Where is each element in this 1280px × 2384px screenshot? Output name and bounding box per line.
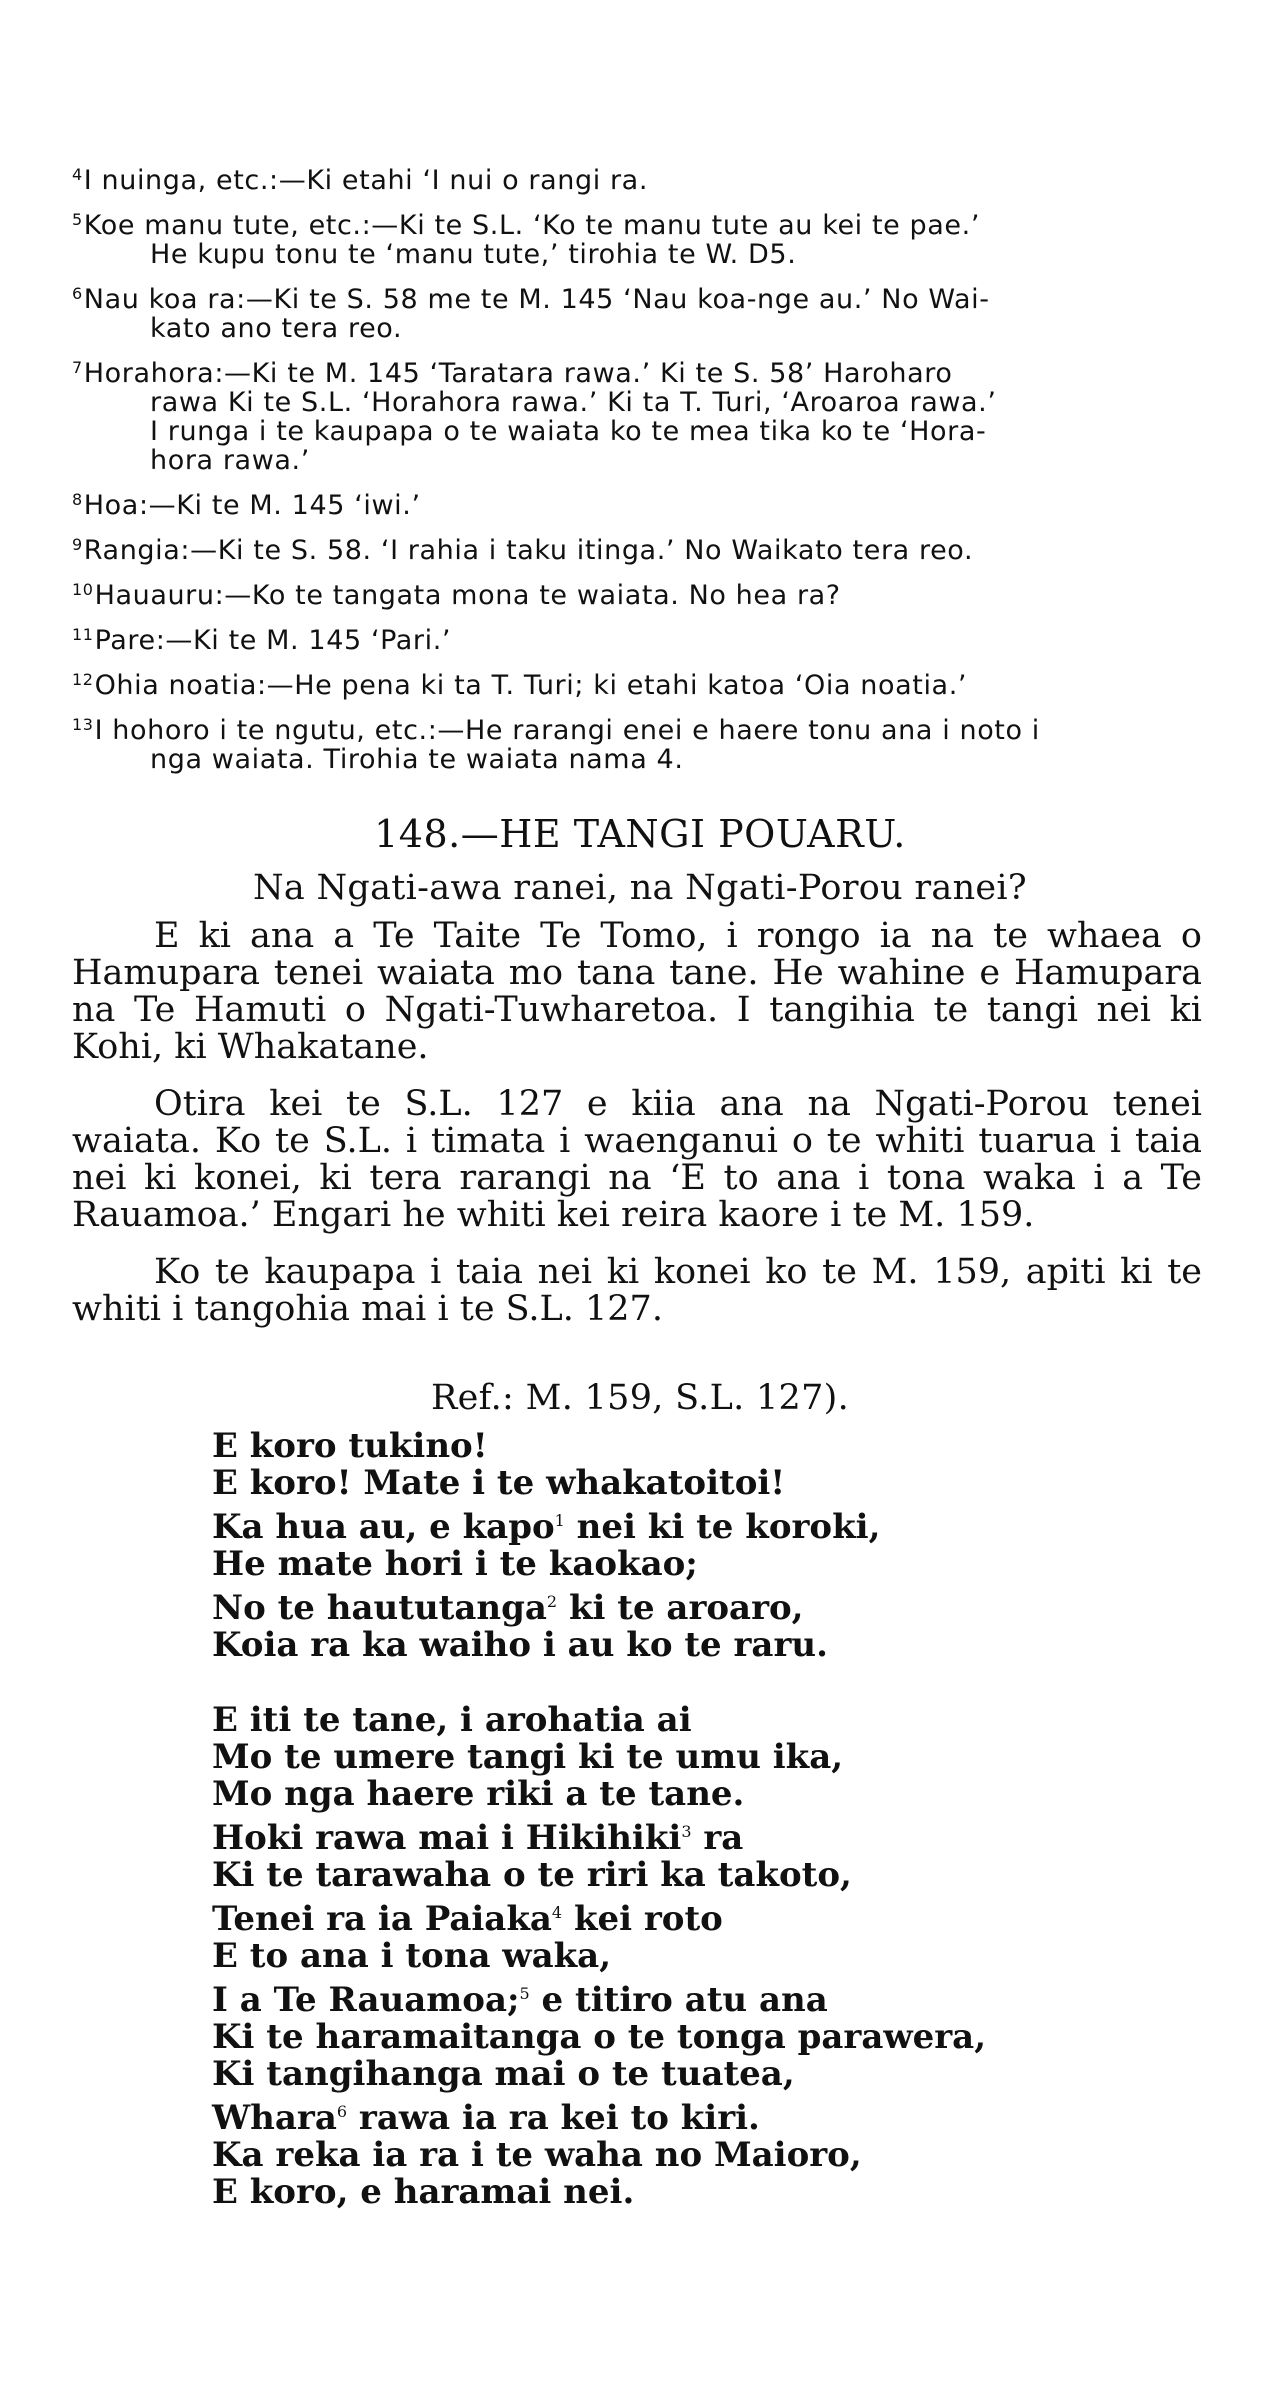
footnote-text: Horahora:—Ki te M. 145 ‘Taratara rawa.’ Ki te S. 58’ Haroharo [83, 358, 953, 389]
verse-line-text: Ka reka ia ra i te waha no Maioro, [212, 2135, 862, 2175]
footnote-number: 6 [72, 284, 83, 303]
footnote [72, 353, 1202, 475]
footnote [72, 160, 1202, 195]
verse-stanza-2 [212, 1702, 1212, 2211]
footnote-text: Pare:—Ki te M. 145 ‘Pari.’ [94, 625, 452, 656]
verse-line-text: rawa ia ra kei to kiri. [347, 2098, 760, 2138]
verse-line-text: E to ana i tona waka, [212, 1936, 612, 1976]
verse-line [212, 2093, 1212, 2137]
verse-line [212, 1702, 1212, 1739]
footnote [72, 575, 1202, 610]
footnote-ref: 1 [554, 1511, 565, 1530]
verse-line [212, 1583, 1212, 1627]
verse-line-text: Ki te haramaitanga o te tonga parawera, [212, 2017, 987, 2057]
footnote-text: I nuinga, etc.:—Ki etahi ‘I nui o rangi ra. [83, 165, 649, 196]
footnote-number: 5 [72, 210, 83, 229]
verse-line [212, 2137, 1212, 2174]
verse-line-text: Mo nga haere riki a te tane. [212, 1774, 745, 1814]
verse-line [212, 2174, 1212, 2211]
verse-line [212, 1502, 1212, 1546]
verse-line-text: E koro! Mate i te whakatoitoi! [212, 1463, 786, 1503]
footnote-continuation: hora rawa.’ [150, 445, 310, 476]
footnote-ref: 2 [546, 1592, 558, 1611]
footnote-number: 11 [72, 625, 94, 644]
footnote-number: 7 [72, 358, 83, 377]
footnote-text: Ohia noatia:—He pena ki ta T. Turi; ki etahi katoa ‘Oia noatia.’ [94, 670, 968, 701]
footnote-text: Hauauru:—Ko te tangata mona te waiata. No hea ra? [94, 580, 841, 611]
footnotes [72, 160, 1202, 784]
footnote-number: 4 [72, 165, 83, 184]
verse-line-text: Ki tangihanga mai o te tuatea, [212, 2054, 795, 2094]
verse-line-text: Koia ra ka waiho i au ko te raru. [212, 1625, 828, 1665]
verse-line [212, 1938, 1212, 1975]
verse-line-text: nei ki te koroki, [564, 1507, 881, 1547]
footnote-number: 10 [72, 580, 94, 599]
paragraph: E ki ana a Te Taite Te Tomo, i rongo ia na te whaea o Hamupara tenei waiata mo tana tane. He wahine e Hamupara na Te Hamuti o Ngati-Tuwharetoa. I tangihia te tangi nei ki Kohi, ki Whakatane. [72, 916, 1202, 1067]
footnote-ref: 4 [551, 1903, 563, 1922]
verse-line [212, 1428, 1212, 1465]
verse-line-text: ki te aroaro, [557, 1588, 804, 1628]
footnote-text: Koe manu tute, etc.:—Ki te S.L. ‘Ko te manu tute au kei te pae.’ [83, 210, 980, 241]
footnote-ref: 6 [336, 2102, 348, 2121]
verse-line [212, 1546, 1212, 1583]
verse-line [212, 1739, 1212, 1776]
verse-line-text: Hoki rawa mai i Hikihiki [212, 1818, 682, 1858]
footnote [72, 620, 1202, 655]
footnote-number: 9 [72, 535, 83, 554]
verse-line [212, 2056, 1212, 2093]
footnote-ref: 5 [519, 1984, 530, 2003]
verse-line [212, 1813, 1212, 1857]
reference-line: Ref.: M. 159, S.L. 127). [430, 1378, 850, 1418]
footnote [72, 665, 1202, 700]
footnote-continuation: He kupu tonu te ‘manu tute,’ tirohia te W. D5. [150, 239, 797, 270]
verse-line [212, 1894, 1212, 1938]
verse-line-text: Ki te tarawaha o te riri ka takoto, [212, 1855, 852, 1895]
verse-line [212, 1465, 1212, 1502]
footnote-continuation: I runga i te kaupapa o te waiata ko te mea tika ko te ‘Hora- [150, 416, 987, 447]
verse-line-text: Tenei ra ia Paiaka [212, 1899, 552, 1939]
song-subtitle: Na Ngati-awa ranei, na Ngati-Porou ranei? [252, 868, 1027, 908]
verse-line-text: He mate hori i te kaokao; [212, 1544, 698, 1584]
verse-line [212, 1857, 1212, 1894]
verse-line [212, 1776, 1212, 1813]
song-title: 148.—HE TANGI POUARU. [374, 812, 906, 856]
verse-line-text: Whara [212, 2098, 337, 2138]
verse-line-text: E iti te tane, i arohatia ai [212, 1700, 692, 1740]
footnote-ref: 3 [681, 1822, 692, 1841]
footnote [72, 279, 1202, 343]
introduction [72, 918, 1202, 1348]
verse-stanza-1 [212, 1428, 1212, 1664]
footnote-text: Hoa:—Ki te M. 145 ‘iwi.’ [83, 490, 421, 521]
footnote-number: 12 [72, 670, 94, 689]
verse-line-text: e titiro atu ana [529, 1980, 828, 2020]
paragraph: Otira kei te S.L. 127 e kiia ana na Ngati-Porou tenei waiata. Ko te S.L. i timata i waenganui o te whiti tuarua i taia nei ki konei, ki tera rarangi na ‘E to ana i tona waka i a Te Rauamoa.’ Engari he whiti kei reira kaore i te M. 159. [72, 1084, 1202, 1235]
verse-line-text: Mo te umere tangi ki te umu ika, [212, 1737, 844, 1777]
footnote-text: Nau koa ra:—Ki te S. 58 me te M. 145 ‘Nau koa-nge au.’ No Wai- [83, 284, 990, 315]
verse-line-text: E koro, e haramai nei. [212, 2172, 635, 2212]
verse-line [212, 2019, 1212, 2056]
verse-line [212, 1627, 1212, 1664]
footnote-continuation: rawa Ki te S.L. ‘Horahora rawa.’ Ki ta T. Turi, ‘Aroaroa rawa.’ [150, 387, 997, 418]
footnote-continuation: kato ano tera reo. [150, 313, 403, 344]
footnote-text: I hohoro i te ngutu, etc.:—He rarangi enei e haere tonu ana i noto i [94, 715, 1040, 746]
footnote-text: Rangia:—Ki te S. 58. ‘I rahia i taku itinga.’ No Waikato tera reo. [83, 535, 974, 566]
footnote [72, 530, 1202, 565]
footnote [72, 485, 1202, 520]
verse-line-text: ra [691, 1818, 744, 1858]
footnote-number: 8 [72, 490, 83, 509]
verse-line-text: kei roto [562, 1899, 723, 1939]
footnote-number: 13 [72, 715, 94, 734]
footnote [72, 205, 1202, 269]
verse-line [212, 1975, 1212, 2019]
footnote-continuation: nga waiata. Tirohia te waiata nama 4. [150, 744, 684, 775]
verse-line-text: No te haututanga [212, 1588, 547, 1628]
verse-line-text: I a Te Rauamoa; [212, 1980, 520, 2020]
paragraph: Ko te kaupapa i taia nei ki konei ko te M. 159, apiti ki te whiti i tangohia mai i te S.L. 127. [72, 1252, 1202, 1329]
footnote [72, 710, 1202, 774]
verse-line-text: Ka hua au, e kapo [212, 1507, 555, 1547]
verse-line-text: E koro tukino! [212, 1426, 488, 1466]
